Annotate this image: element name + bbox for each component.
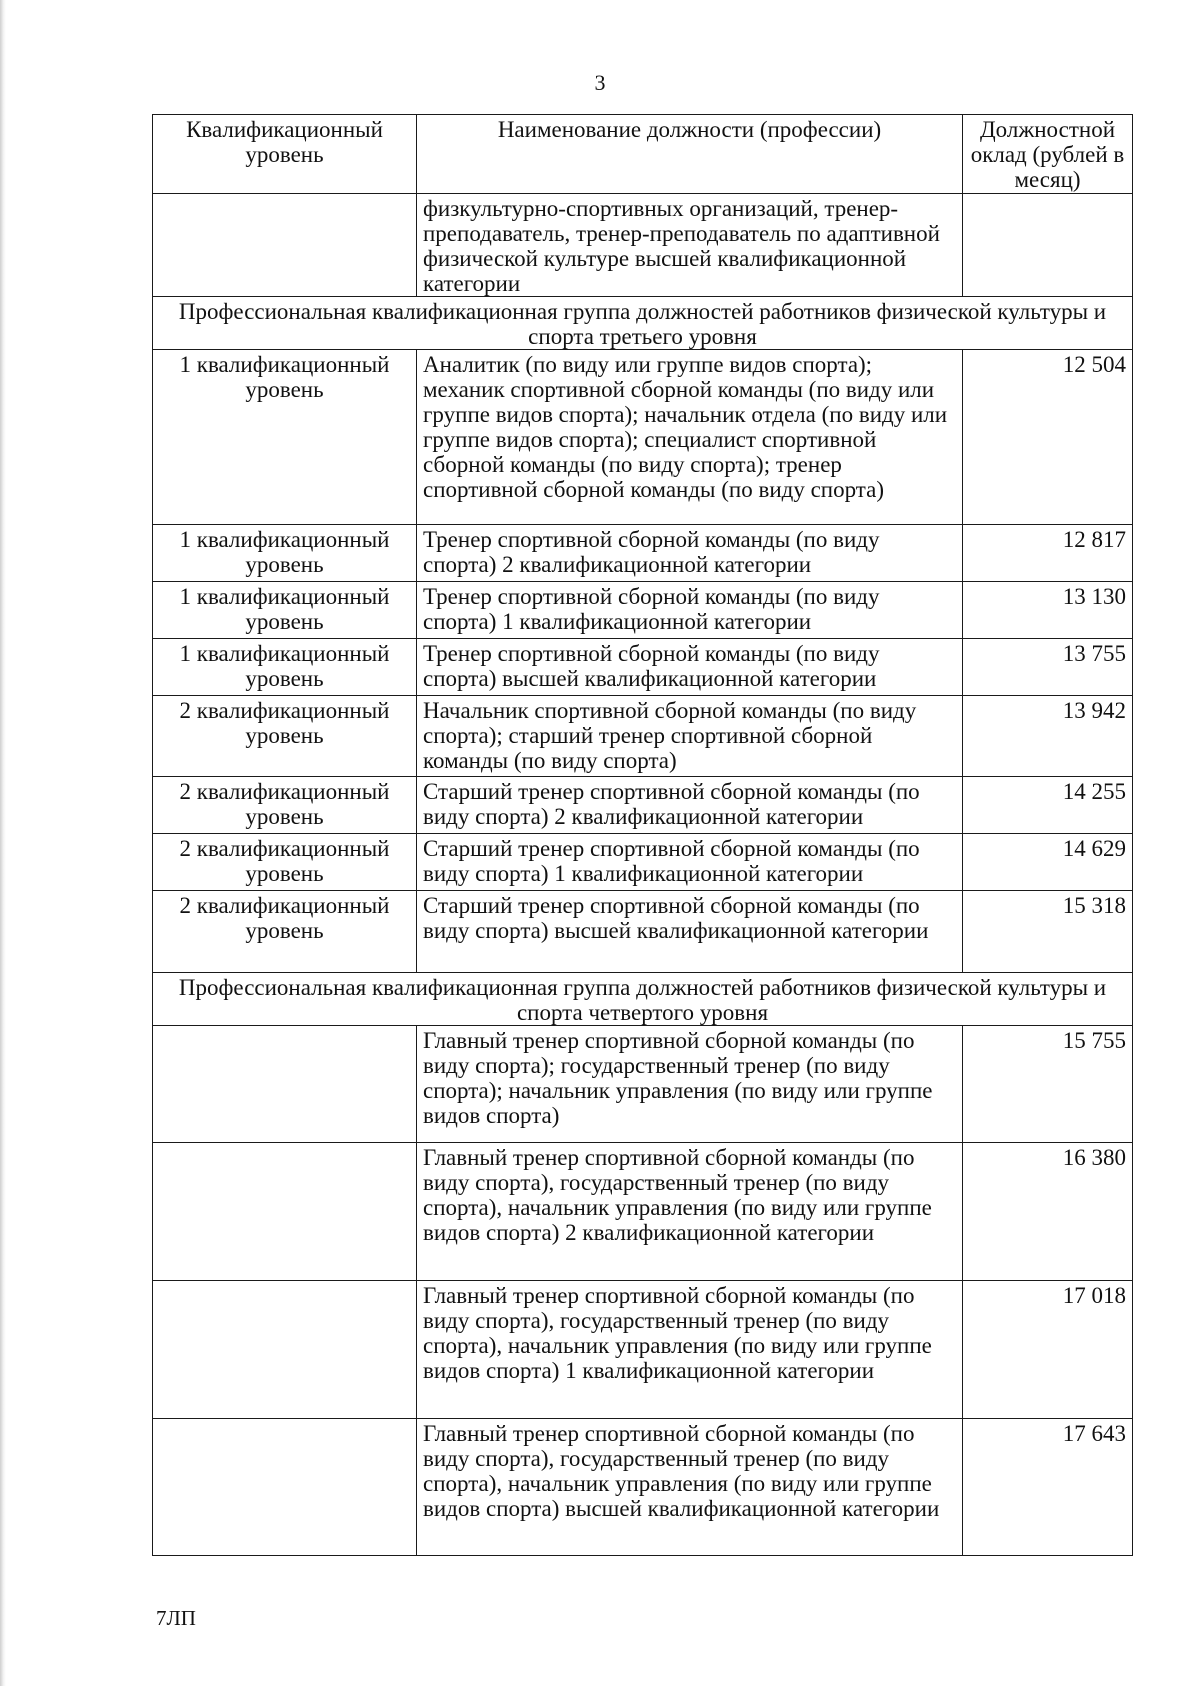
- level-cell: 2 квалификационный уровень: [153, 696, 417, 777]
- level-cell: 1 квалификационный уровень: [153, 639, 417, 696]
- table-row: [153, 350, 1133, 525]
- position-cell: Аналитик (по виду или группе видов спорта); механик спортивной сборной команды (по виду или группе видов спорта); начальник отдела (по виду или группе видов спорта); специалист спортивной сборной команды (по виду спорта); тренер спортивной сборной команды (по виду спорта): [417, 350, 963, 525]
- table-row: [153, 525, 1133, 582]
- level-cell: 1 квалификационный уровень: [153, 582, 417, 639]
- table-row: [153, 1419, 1133, 1556]
- table-row: [153, 639, 1133, 696]
- salary-cell: [963, 194, 1133, 297]
- position-cell: Тренер спортивной сборной команды (по виду спорта) высшей квалификационной категории: [417, 639, 963, 696]
- group-title: Профессиональная квалификационная группа должностей работников физической культуры и спорта четвертого уровня: [153, 973, 1133, 1026]
- level-cell: 2 квалификационный уровень: [153, 777, 417, 834]
- salary-cell: 16 380: [963, 1143, 1133, 1281]
- position-cell: Старший тренер спортивной сборной команды (по виду спорта) 1 квалификационной категории: [417, 834, 963, 891]
- page-number: 3: [594, 70, 606, 95]
- table-row: [153, 582, 1133, 639]
- table-header-row: [153, 115, 1133, 194]
- position-cell: Главный тренер спортивной сборной команды (по виду спорта), государственный тренер (по виду спорта), начальник управления (по виду или группе видов спорта) 1 квалификационной категории: [417, 1281, 963, 1419]
- position-cell: Тренер спортивной сборной команды (по виду спорта) 2 квалификационной категории: [417, 525, 963, 582]
- table-row: [153, 1143, 1133, 1281]
- salary-cell: 14 629: [963, 834, 1133, 891]
- level-cell: [153, 1419, 417, 1556]
- salary-cell: 13 942: [963, 696, 1133, 777]
- footer-code: 7ЛП: [156, 1606, 196, 1630]
- level-cell: 1 квалификационный уровень: [153, 350, 417, 525]
- group-row: [153, 973, 1133, 1026]
- position-cell: Начальник спортивной сборной команды (по виду спорта); старший тренер спортивной сборной команды (по виду спорта): [417, 696, 963, 777]
- group-title: Профессиональная квалификационная группа должностей работников физической культуры и спорта третьего уровня: [153, 297, 1133, 350]
- position-cell: физкультурно-спортивных организаций, тренер-преподаватель, тренер-преподаватель по адаптивной физической культуре высшей квалификационной категории: [417, 194, 963, 297]
- table-row: [153, 194, 1133, 297]
- position-cell: Главный тренер спортивной сборной команды (по виду спорта), государственный тренер (по виду спорта), начальник управления (по виду или группе видов спорта) 2 квалификационной категории: [417, 1143, 963, 1281]
- position-cell: Старший тренер спортивной сборной команды (по виду спорта) 2 квалификационной категории: [417, 777, 963, 834]
- table-row: [153, 777, 1133, 834]
- scan-edge: [0, 0, 6, 1686]
- salary-cell: 17 643: [963, 1419, 1133, 1556]
- header-level: Квалификационный уровень: [153, 115, 417, 194]
- table-row: [153, 834, 1133, 891]
- level-cell: 2 квалификационный уровень: [153, 834, 417, 891]
- salary-cell: 17 018: [963, 1281, 1133, 1419]
- level-cell: [153, 1281, 417, 1419]
- header-position: Наименование должности (профессии): [417, 115, 963, 194]
- table-row: [153, 891, 1133, 973]
- salary-cell: 12 817: [963, 525, 1133, 582]
- salary-cell: 14 255: [963, 777, 1133, 834]
- position-cell: Главный тренер спортивной сборной команды (по виду спорта), государственный тренер (по виду спорта), начальник управления (по виду или группе видов спорта) высшей квалификационной категории: [417, 1419, 963, 1556]
- salary-cell: 13 755: [963, 639, 1133, 696]
- header-salary: Должностной оклад (рублей в месяц): [963, 115, 1133, 194]
- level-cell: 2 квалификационный уровень: [153, 891, 417, 973]
- salary-cell: 15 755: [963, 1026, 1133, 1143]
- salary-cell: 13 130: [963, 582, 1133, 639]
- group-row: [153, 297, 1133, 350]
- salary-cell: 15 318: [963, 891, 1133, 973]
- table-row: [153, 1281, 1133, 1419]
- level-cell: [153, 1143, 417, 1281]
- level-cell: [153, 1026, 417, 1143]
- position-cell: Главный тренер спортивной сборной команды (по виду спорта); государственный тренер (по виду спорта); начальник управления (по виду или группе видов спорта): [417, 1026, 963, 1143]
- level-cell: [153, 194, 417, 297]
- level-cell: 1 квалификационный уровень: [153, 525, 417, 582]
- table-row: [153, 696, 1133, 777]
- salary-cell: 12 504: [963, 350, 1133, 525]
- salary-table: [152, 114, 1133, 1556]
- position-cell: Тренер спортивной сборной команды (по виду спорта) 1 квалификационной категории: [417, 582, 963, 639]
- position-cell: Старший тренер спортивной сборной команды (по виду спорта) высшей квалификационной категории: [417, 891, 963, 973]
- table-row: [153, 1026, 1133, 1143]
